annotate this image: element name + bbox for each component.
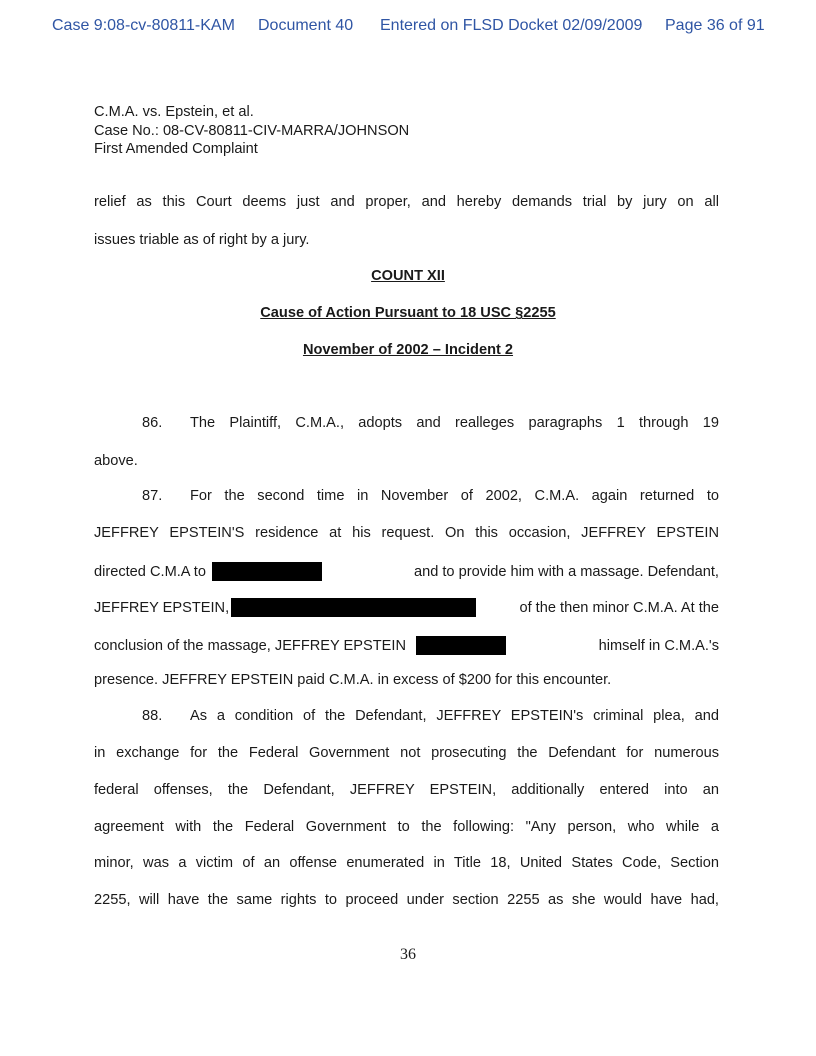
docket-header-stamp (0, 17, 816, 39)
para-88-line-4: agreement with the Federal Government to the following: "Any person, who while a (94, 819, 719, 835)
caption-parties: C.M.A. vs. Epstein, et al. (94, 104, 254, 120)
para-87-line-2: JEFFREY EPSTEIN'S residence at his request. On this occasion, JEFFREY EPSTEIN (94, 525, 719, 541)
para-87-line-4-text-b: of the then minor C.M.A. At the (519, 599, 719, 616)
para-87-line-3-text-b: and to provide him with a massage. Defendant, (413, 563, 719, 580)
para-88-line-6: 2255, will have the same rights to proceed under section 2255 as she would have had, (94, 892, 719, 908)
case-number-stamp: Case 9:08-cv-80811-KAM (52, 17, 235, 34)
para-86-number: 86. (142, 415, 163, 431)
para-87-number: 87. (142, 488, 163, 504)
para-87-line-6: presence. JEFFREY EPSTEIN paid C.M.A. in excess of $200 for this encounter. (94, 672, 612, 688)
count-heading: COUNT XII (371, 268, 445, 284)
para-87-text: For the second time in November of 2002, C.M.A. again returned to (190, 488, 719, 504)
cause-of-action-heading: Cause of Action Pursuant to 18 USC §2255 (260, 305, 556, 321)
para-87-line-5 (94, 636, 719, 655)
para-88-line-5: minor, was a victim of an offense enumerated in Title 18, United States Code, Section (94, 855, 719, 871)
para-86-line-2: above. (94, 453, 138, 469)
incident-heading: November of 2002 – Incident 2 (302, 342, 514, 358)
para-87-line-4 (94, 598, 719, 617)
para-88-line-2: in exchange for the Federal Government not prosecuting the Defendant for numerous (94, 745, 719, 761)
para-86-text: The Plaintiff, C.M.A., adopts and realleges paragraphs 1 through 19 (190, 415, 719, 431)
para-88-text: As a condition of the Defendant, JEFFREY EPSTEIN's criminal plea, and (190, 708, 719, 724)
para-87-line-3 (94, 562, 719, 581)
page-count-stamp: Page 36 of 91 (665, 17, 765, 34)
para-87-line-4-text-a: JEFFREY EPSTEIN, (94, 599, 230, 616)
intro-line-2: issues triable as of right by a jury. (94, 232, 310, 248)
para-87-line-3-text-a: directed C.M.A to (94, 563, 206, 580)
caption-document-title: First Amended Complaint (94, 141, 258, 157)
intro-line-1: relief as this Court deems just and proper, and hereby demands trial by jury on all (94, 194, 719, 210)
caption-case-number: Case No.: 08-CV-80811-CIV-MARRA/JOHNSON (94, 122, 410, 139)
page-number: 36 (400, 946, 416, 963)
redaction-box (416, 636, 506, 655)
para-88-line-3: federal offenses, the Defendant, JEFFREY EPSTEIN, additionally entered into an (94, 782, 719, 798)
redaction-box (212, 562, 322, 581)
para-88-line-1 (142, 708, 719, 724)
para-86-line-1 (142, 415, 719, 431)
redaction-box (231, 598, 476, 617)
document-number-stamp: Document 40 (258, 17, 354, 34)
para-87-line-5-text-b: himself in C.M.A.'s (598, 637, 719, 654)
docket-entry-stamp: Entered on FLSD Docket 02/09/2009 (380, 17, 643, 34)
para-88-number: 88. (142, 708, 163, 724)
para-87-line-5-text-a: conclusion of the massage, JEFFREY EPSTEIN (94, 637, 407, 654)
case-caption (94, 103, 409, 159)
para-87-line-1 (142, 488, 719, 504)
